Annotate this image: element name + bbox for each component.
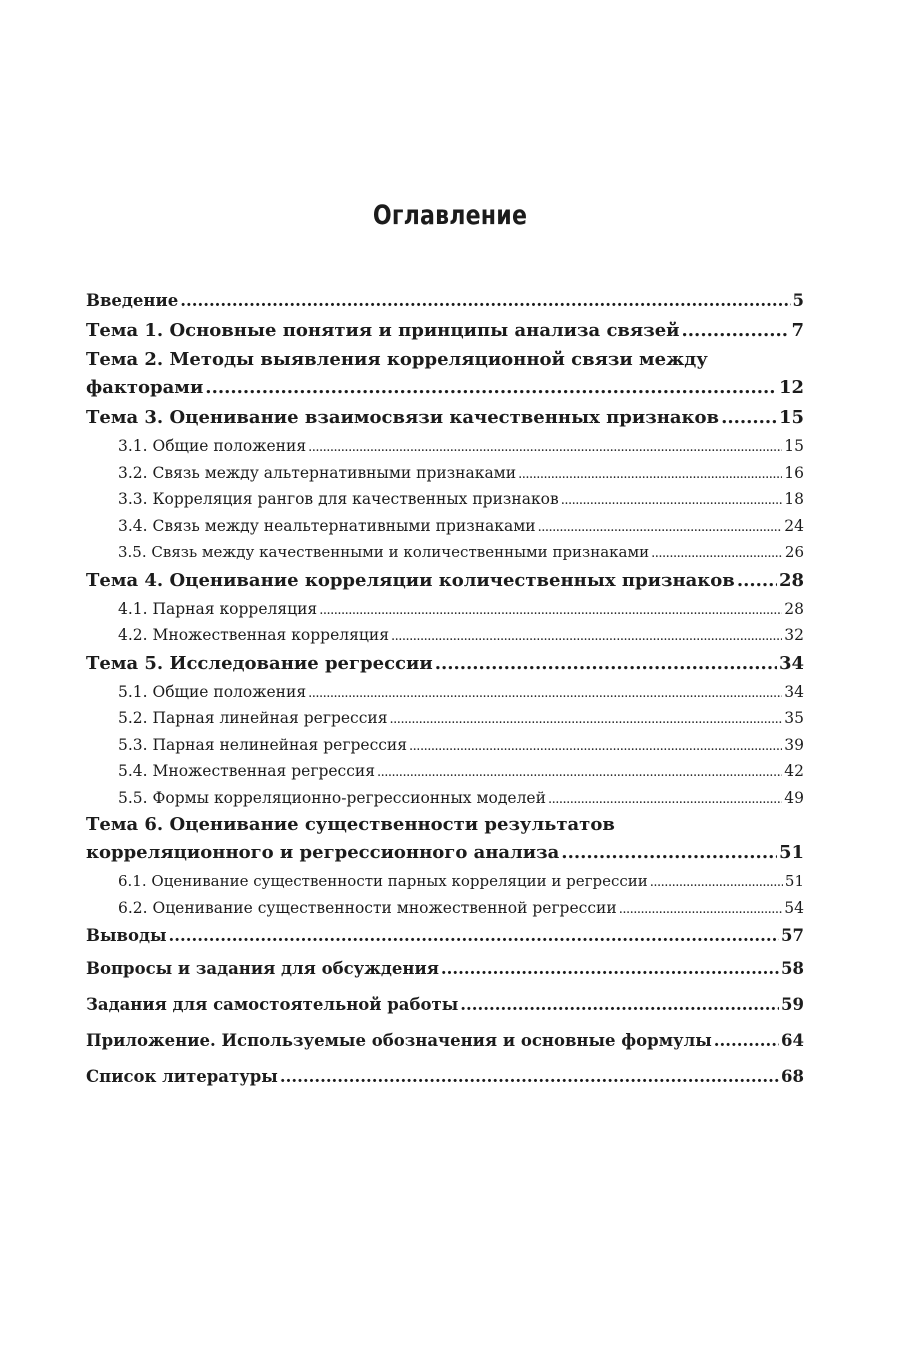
toc-entry-3-4[interactable]	[86, 513, 804, 540]
toc-entry-topic-6[interactable]	[86, 811, 804, 868]
leader-dots	[619, 897, 783, 922]
leader-dots	[682, 316, 790, 346]
leader-dots	[460, 987, 779, 1023]
toc-entry-topic-3[interactable]	[86, 403, 804, 433]
toc-entry-page: 5	[792, 291, 804, 310]
toc-entry-5-1[interactable]	[86, 679, 804, 706]
toc-entry-page: 51	[778, 842, 804, 863]
toc-entry-topic-4[interactable]	[86, 566, 804, 596]
toc-entry-title: 3.5. Связь между качественными и количественными признаками	[118, 543, 650, 561]
toc-entry-topic-5[interactable]	[86, 649, 804, 679]
toc-entry-title: Тема 5. Исследование регрессии	[86, 652, 433, 674]
toc-entry-title-line2: факторами	[86, 377, 204, 398]
toc-entry-title: Список литературы	[86, 1067, 278, 1086]
toc-entry-title: 5.1. Общие положения	[118, 682, 307, 701]
toc-entry-6-2[interactable]	[86, 895, 804, 922]
toc-entry-title: Тема 1. Основные понятия и принципы анализа связей	[86, 320, 680, 341]
toc-entry-page: 49	[784, 788, 804, 807]
leader-dots	[561, 488, 783, 513]
page-title: Оглавление	[372, 200, 528, 231]
toc-entry-5-5[interactable]	[86, 785, 804, 812]
leader-dots	[169, 921, 780, 951]
toc-entry-page: 34	[778, 652, 804, 674]
toc-entry-title: 4.2. Множественная корреляция	[118, 626, 389, 644]
toc-entry-title-line1: Тема 6. Оценивание существенности результатов	[86, 814, 615, 835]
toc-entry-title-line2: корреляционного и регрессионного анализа	[86, 842, 560, 863]
toc-entry-topic-2[interactable]	[86, 346, 804, 403]
toc-entry-3-2[interactable]	[86, 460, 804, 487]
toc-entry-3-1[interactable]	[86, 433, 804, 460]
toc-entry-title: Приложение. Используемые обозначения и основные формулы	[86, 1031, 712, 1050]
toc-entry-title: Вопросы и задания для обсуждения	[86, 959, 439, 978]
toc-entry-page: 16	[784, 463, 804, 482]
leader-dots	[651, 541, 783, 566]
leader-dots	[205, 373, 777, 403]
toc-entry-introduction[interactable]	[86, 286, 804, 316]
toc-entry-5-2[interactable]	[86, 705, 804, 732]
leader-dots	[435, 649, 777, 679]
toc-entry-title: 5.5. Формы корреляционно-регрессионных моделей	[118, 788, 546, 807]
toc-entry-page: 7	[791, 320, 804, 341]
toc-entry-page: 58	[781, 959, 804, 978]
leader-dots	[721, 403, 777, 433]
toc-entry-page: 39	[784, 735, 804, 754]
toc-entry-page: 57	[781, 926, 804, 945]
toc-entry-title: Тема 3. Оценивание взаимосвязи качественных признаков	[86, 407, 720, 428]
toc-entry-page: 28	[778, 569, 804, 591]
toc-entry-page: 12	[778, 377, 804, 398]
toc-entry-title: 3.2. Связь между альтернативными признаками	[118, 463, 517, 482]
toc-entry-5-3[interactable]	[86, 732, 804, 759]
toc-entry-page: 54	[784, 898, 804, 917]
toc-entry-page: 34	[784, 682, 804, 701]
leader-dots	[390, 707, 783, 732]
toc-entry-4-1[interactable]	[86, 596, 804, 623]
table-of-contents	[86, 286, 804, 1095]
toc-entry-title: 3.4. Связь между неальтернативными признаками	[118, 516, 536, 535]
toc-entry-page: 32	[784, 626, 804, 644]
leader-dots	[409, 734, 782, 759]
toc-entry-page: 24	[784, 516, 804, 535]
toc-entry-title: 3.1. Общие положения	[118, 437, 307, 455]
toc-entry-assignments[interactable]	[86, 987, 804, 1023]
toc-entry-title: 4.1. Парная корреляция	[118, 599, 318, 618]
toc-entry-title: Выводы	[86, 926, 167, 945]
toc-entry-title: Тема 4. Оценивание корреляции количественных признаков	[86, 569, 735, 591]
leader-dots	[319, 598, 782, 623]
toc-entry-title-line1: Тема 2. Методы выявления корреляционной связи между	[86, 349, 708, 370]
toc-entry-4-2[interactable]	[86, 622, 804, 649]
toc-entry-title: Введение	[86, 291, 179, 310]
toc-entry-appendix[interactable]	[86, 1023, 804, 1059]
leader-dots	[538, 515, 783, 540]
toc-entry-title: 6.1. Оценивание существенности парных корреляции и регрессии	[118, 872, 648, 890]
toc-entry-page: 51	[784, 872, 804, 890]
toc-entry-page: 26	[784, 543, 804, 561]
toc-entry-6-1[interactable]	[86, 868, 804, 895]
leader-dots	[650, 870, 783, 895]
leader-dots	[308, 681, 782, 706]
toc-entry-title: 5.4. Множественная регрессия	[118, 762, 376, 780]
leader-dots	[180, 286, 790, 316]
leader-dots	[441, 951, 779, 987]
leader-dots	[737, 566, 777, 596]
toc-entry-title: 6.2. Оценивание существенности множественной регрессии	[118, 898, 617, 917]
toc-entry-page: 59	[781, 995, 804, 1014]
leader-dots	[548, 787, 782, 812]
toc-entry-title: 5.2. Парная линейная регрессия	[118, 709, 388, 727]
leader-dots	[377, 760, 782, 785]
toc-entry-page: 15	[778, 407, 804, 428]
leader-dots	[280, 1059, 779, 1095]
toc-entry-page: 18	[784, 490, 804, 508]
toc-entry-topic-1[interactable]	[86, 316, 804, 346]
toc-entry-3-5[interactable]	[86, 539, 804, 566]
toc-entry-5-4[interactable]	[86, 758, 804, 785]
toc-entry-conclusions[interactable]	[86, 921, 804, 951]
toc-entry-title: 5.3. Парная нелинейная регрессия	[118, 735, 408, 754]
leader-dots	[308, 435, 782, 460]
leader-dots	[518, 462, 782, 487]
leader-dots	[391, 624, 782, 649]
toc-entry-page: 15	[784, 437, 804, 455]
toc-entry-title: 3.3. Корреляция рангов для качественных признаков	[118, 490, 559, 508]
toc-entry-page: 64	[781, 1031, 804, 1050]
toc-entry-questions[interactable]	[86, 951, 804, 987]
leader-dots	[561, 838, 777, 868]
toc-entry-title: Задания для самостоятельной работы	[86, 995, 459, 1014]
toc-entry-page: 35	[784, 709, 804, 727]
toc-entry-page: 68	[781, 1067, 804, 1086]
toc-entry-references[interactable]	[86, 1059, 804, 1095]
leader-dots	[714, 1023, 779, 1059]
toc-entry-page: 28	[784, 599, 804, 618]
toc-entry-page: 42	[784, 762, 804, 780]
toc-entry-3-3[interactable]	[86, 486, 804, 513]
